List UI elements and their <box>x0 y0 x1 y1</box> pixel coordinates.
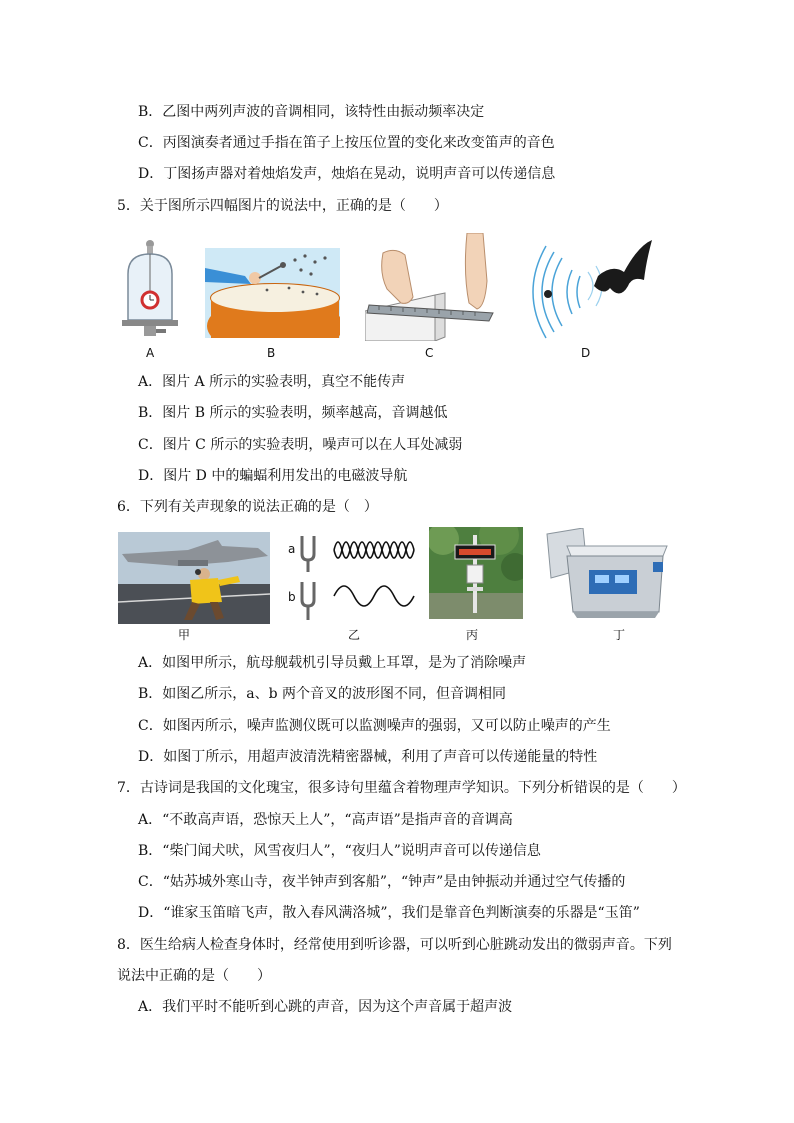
q6-option-b: B．如图乙所示，a、b 两个音叉的波形图不同，但音调相同 <box>138 686 507 702</box>
q5-caption-c: C <box>425 346 434 360</box>
q5-option-d: D．图片 D 中的蝙蝠利用发出的电磁波导航 <box>138 468 408 484</box>
bell-jar-image <box>118 238 182 342</box>
q5-caption-b: B <box>267 346 276 360</box>
q7-option-b: B．“柴门闻犬吠，风雪夜归人”，“夜归人”说明声音可以传递信息 <box>138 843 541 859</box>
q8-stem-line1: 8．医生给病人检查身体时，经常使用到听诊器，可以听到心脏跳动发出的微弱声音。下列 <box>117 937 672 953</box>
tuning-fork-waveforms-image <box>284 530 418 622</box>
q5-caption-a: A <box>146 346 155 360</box>
q6-caption-ding: 丁 <box>613 628 626 642</box>
q8-option-a: A．我们平时不能听到心跳的声音，因为这个声音属于超声波 <box>138 999 513 1015</box>
q4-option-b: B．乙图中两列声波的音调相同，该特性由振动频率决定 <box>138 104 485 120</box>
q6-caption-bing: 丙 <box>466 628 479 642</box>
q6-caption-jia: 甲 <box>178 628 191 642</box>
q6-option-c: C．如图丙所示，噪声监测仪既可以监测噪声的强弱，又可以防止噪声的产生 <box>138 718 611 734</box>
q6-stem: 6．下列有关声现象的说法正确的是（ ） <box>117 499 378 515</box>
fork-label-b: b <box>288 590 296 604</box>
q6-option-a: A．如图甲所示，航母舰载机引导员戴上耳罩，是为了消除噪声 <box>138 655 527 671</box>
q8-stem-line2: 说法中正确的是（ ） <box>117 968 271 984</box>
q7-option-a: A．“不敢高声语，恐惊天上人”，“高声语”是指声音的音调高 <box>138 812 513 828</box>
noise-monitor-image <box>429 527 523 619</box>
q5-stem: 5．关于图所示四幅图片的说法中，正确的是（ ） <box>117 198 448 214</box>
q7-option-c: C．“姑苏城外寒山寺，夜半钟声到客船”，“钟声”是由钟振动并通过空气传播的 <box>138 874 626 890</box>
q5-option-b: B．图片 B 所示的实验表明，频率越高，音调越低 <box>138 405 448 421</box>
q4-option-c: C．丙图演奏者通过手指在笛子上按压位置的变化来改变笛声的音色 <box>138 135 555 151</box>
q7-option-d: D．“谁家玉笛暗飞声，散入春风满洛城”，我们是靠音色判断演奏的乐器是“玉笛” <box>138 905 640 921</box>
q5-option-a: A．图片 A 所示的实验表明，真空不能传声 <box>138 374 406 390</box>
q6-caption-yi: 乙 <box>348 628 361 642</box>
drum-image <box>205 248 340 338</box>
q4-option-d: D．丁图扬声器对着烛焰发声，烛焰在晃动，说明声音可以传递信息 <box>138 166 556 182</box>
carrier-deck-image <box>118 532 270 624</box>
bat-echolocation-image <box>528 236 654 342</box>
q7-stem: 7．古诗词是我国的文化瑰宝，很多诗句里蕴含着物理声学知识。下列分析错误的是（ ） <box>117 780 686 796</box>
ruler-image <box>365 233 497 341</box>
q5-caption-d: D <box>581 346 591 360</box>
q5-option-c: C．图片 C 所示的实验表明，噪声可以在人耳处减弱 <box>138 437 463 453</box>
ultrasonic-cleaner-image <box>543 528 675 620</box>
fork-label-a: a <box>288 542 296 556</box>
q6-option-d: D．如图丁所示，用超声波清洗精密器械，利用了声音可以传递能量的特性 <box>138 749 598 765</box>
